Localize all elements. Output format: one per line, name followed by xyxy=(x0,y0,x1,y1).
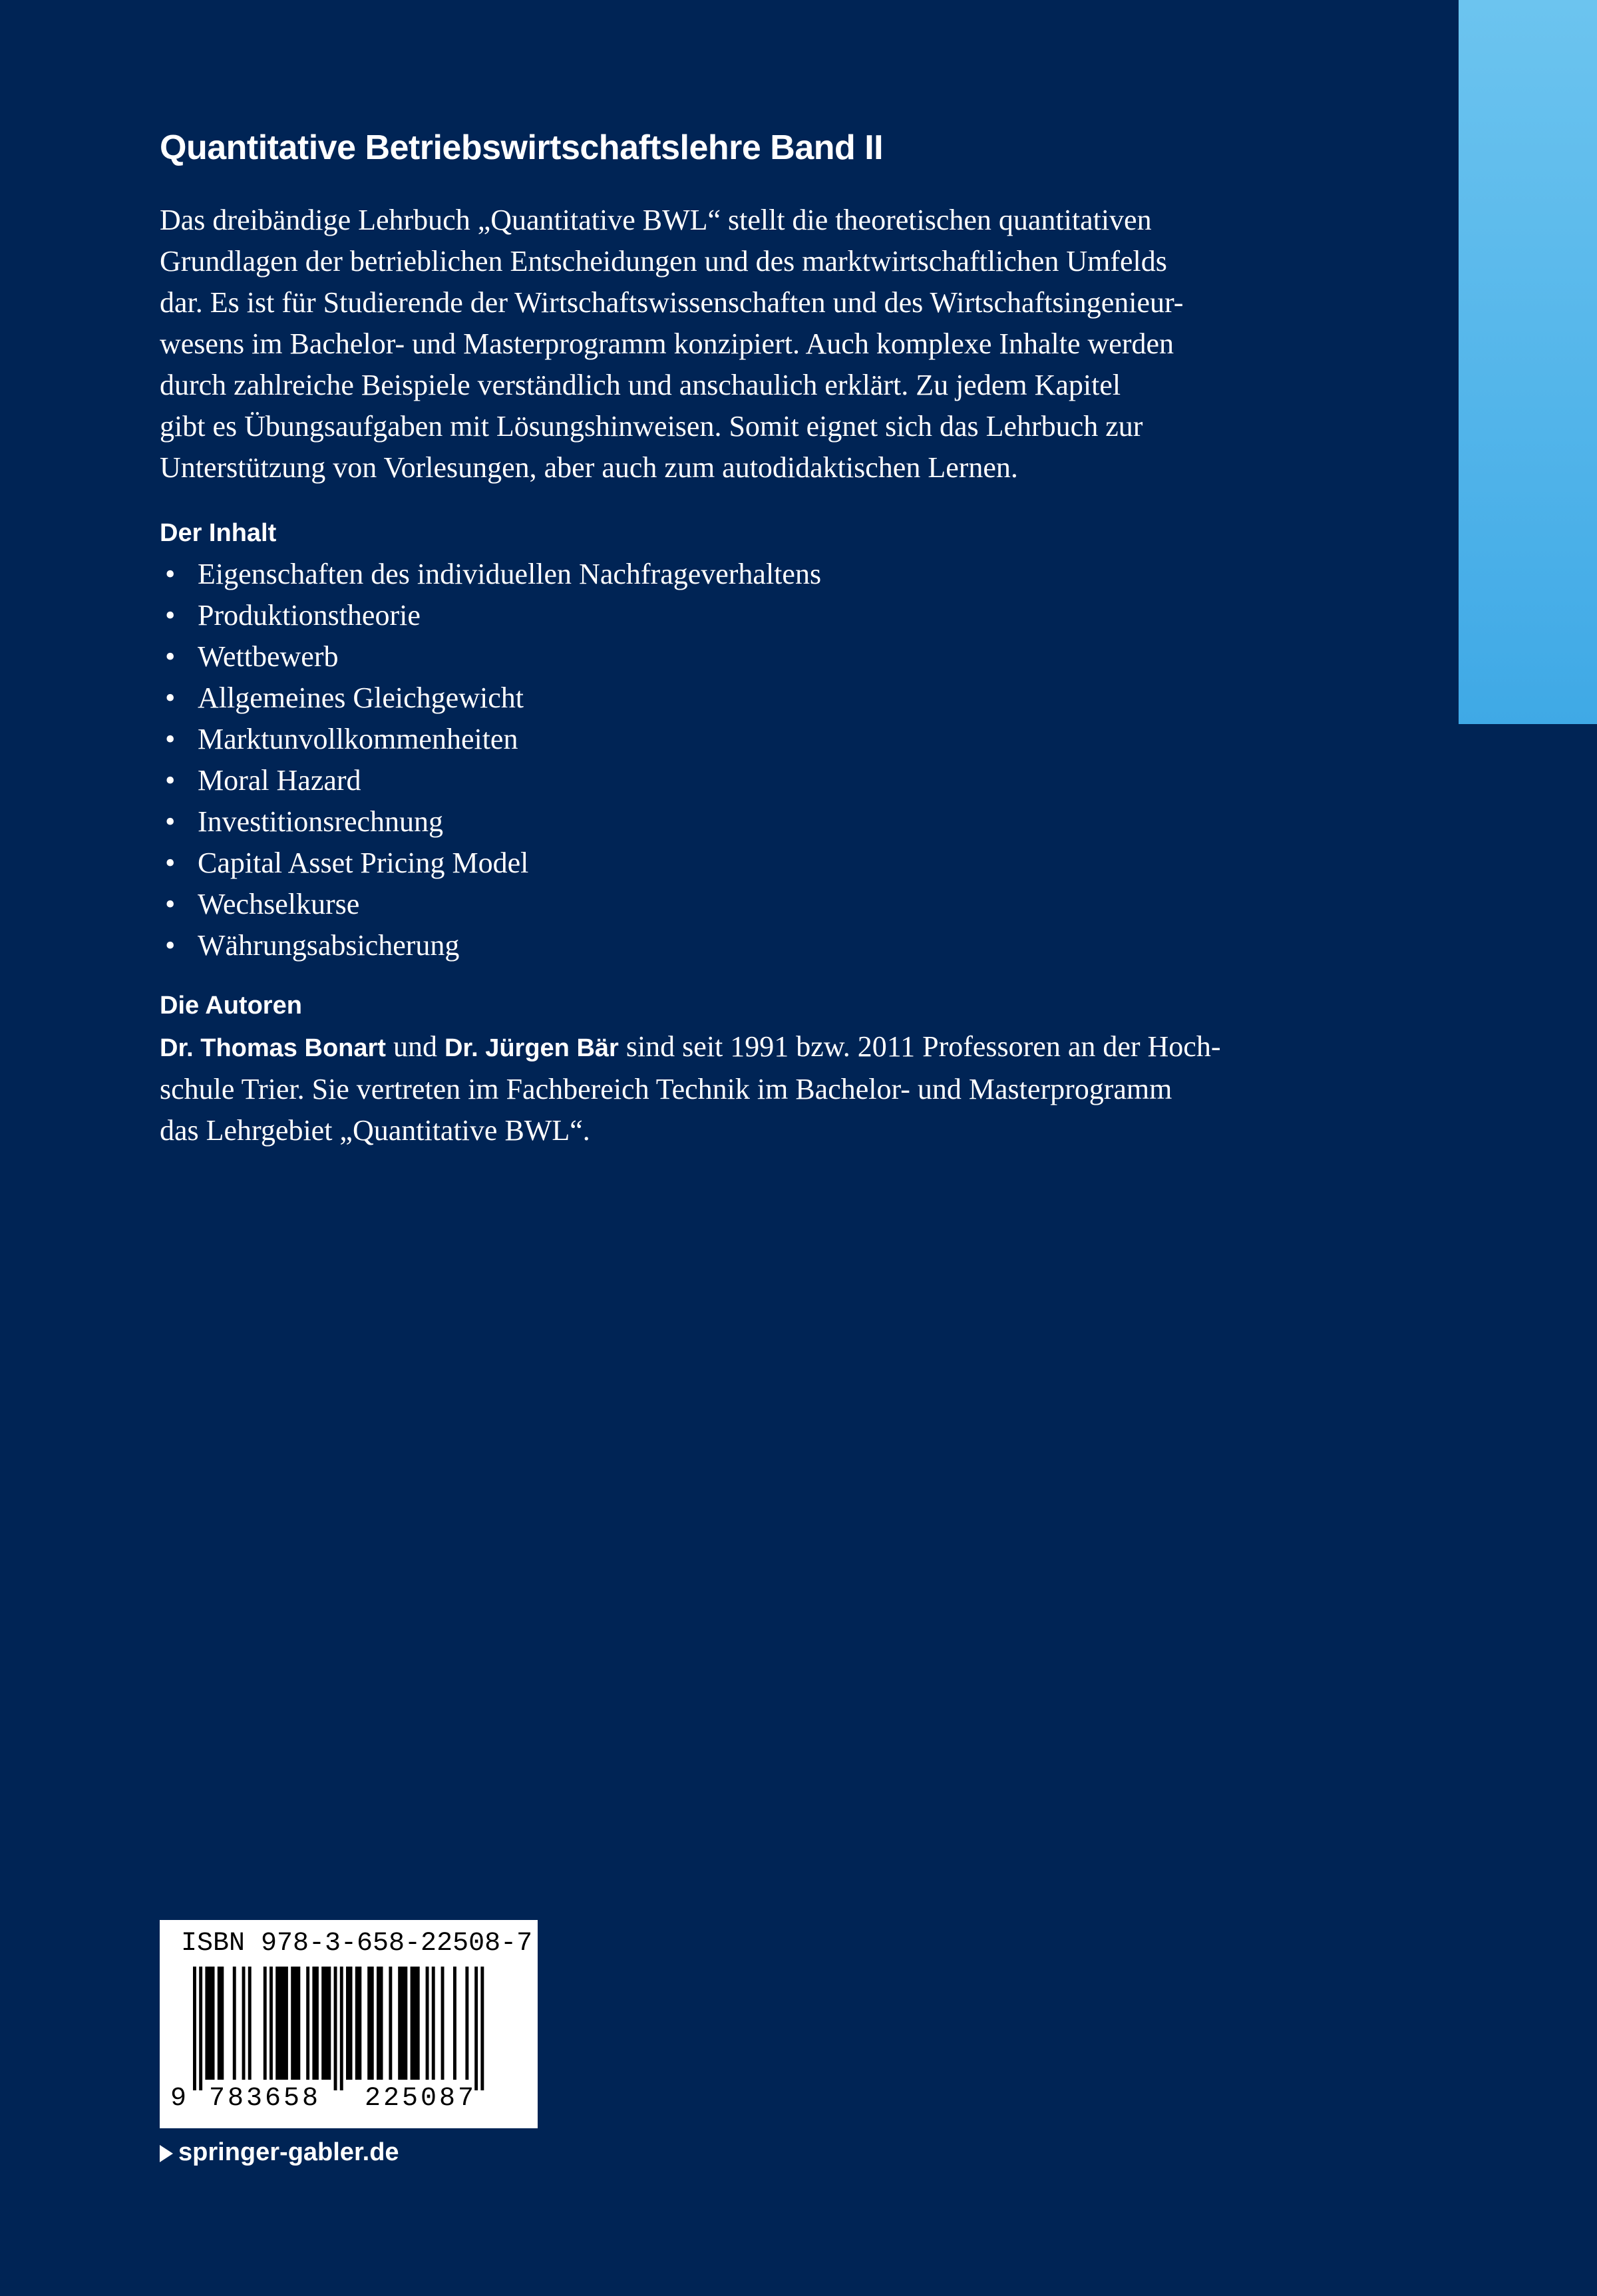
bullet-icon: • xyxy=(165,847,176,879)
intro-line: Das dreibändige Lehrbuch „Quantitative BWL“ stellt die theoretischen quantitativen xyxy=(160,204,1152,236)
authors-line: das Lehrgebiet „Quantitative BWL“. xyxy=(160,1114,590,1147)
contents-item-label: Wettbewerb xyxy=(198,640,339,673)
barcode-bar xyxy=(358,1967,361,2080)
barcode-bar xyxy=(441,1967,444,2080)
contents-item xyxy=(160,801,1331,843)
barcode-bar xyxy=(367,1967,371,2080)
bullet-icon: • xyxy=(165,929,176,962)
intro-paragraph xyxy=(160,200,1331,488)
barcode-bar xyxy=(212,1967,215,2080)
barcode-bar xyxy=(248,1967,252,2080)
barcode-bar xyxy=(404,1967,407,2080)
isbn-barcode-box xyxy=(160,1920,538,2128)
barcode-bar xyxy=(340,1967,343,2090)
barcode-bar xyxy=(325,1967,328,2080)
authors-joiner: und xyxy=(385,1030,444,1063)
barcode-bar xyxy=(312,1967,315,2080)
barcode-bar xyxy=(411,1967,414,2080)
barcode-bar xyxy=(291,1967,294,2080)
intro-line: Grundlagen der betrieblichen Entscheidungen und des marktwirtschaftlichen Umfelds xyxy=(160,245,1167,278)
contents-item-label: Währungsabsicherung xyxy=(198,929,460,962)
authors-line xyxy=(160,1026,1331,1069)
contents-item-label: Capital Asset Pricing Model xyxy=(198,847,529,879)
bullet-icon: • xyxy=(165,723,176,755)
barcode-bar xyxy=(377,1967,380,2080)
intro-line: wesens im Bachelor- und Masterprogramm konzipiert. Auch komplexe Inhalte werden xyxy=(160,327,1174,360)
barcode-bar xyxy=(426,1967,429,2080)
bullet-icon: • xyxy=(165,558,176,590)
barcode-bar xyxy=(297,1967,300,2080)
author-name: Dr. Thomas Bonart xyxy=(160,1034,386,1062)
barcode-bar xyxy=(218,1967,221,2080)
book-title: Quantitative Betriebswirtschaftslehre Band II xyxy=(160,128,884,167)
bullet-icon: • xyxy=(165,888,176,920)
bullet-icon: • xyxy=(165,764,176,797)
barcode-bar xyxy=(279,1967,282,2080)
barcode-bar xyxy=(220,1967,224,2080)
barcode-bar xyxy=(371,1967,374,2080)
barcode-bar xyxy=(306,1967,309,2080)
barcode-bar xyxy=(413,1967,417,2080)
accent-bar xyxy=(1459,0,1597,724)
barcode-bar xyxy=(321,1967,325,2080)
contents-list xyxy=(160,554,1331,966)
barcode-bar xyxy=(327,1967,331,2080)
barcode-bar xyxy=(389,1967,392,2080)
back-cover-content xyxy=(160,121,1331,1151)
bullet-icon: • xyxy=(165,599,176,632)
barcode-graphic xyxy=(173,1967,524,2093)
intro-line: gibt es Übungsaufgaben mit Lösungshinweisen. Somit eignet sich das Lehrbuch zur xyxy=(160,410,1143,443)
contents-item-label: Marktunvollkommenheiten xyxy=(198,723,518,755)
arrow-right-icon xyxy=(160,2145,173,2162)
barcode-bar xyxy=(355,1967,359,2080)
barcode-bar xyxy=(205,1967,208,2080)
contents-item xyxy=(160,719,1331,760)
contents-item xyxy=(160,925,1331,966)
contents-item xyxy=(160,636,1331,677)
barcode-bar xyxy=(294,1967,297,2080)
intro-line: durch zahlreiche Beispiele verständlich und anschaulich erklärt. Zu jedem Kapitel xyxy=(160,369,1121,401)
barcode-bar xyxy=(346,1967,349,2080)
contents-item-label: Eigenschaften des individuellen Nachfrageverhaltens xyxy=(198,558,822,590)
barcode-bar xyxy=(264,1967,267,2080)
contents-item xyxy=(160,677,1331,719)
barcode-bar xyxy=(453,1967,456,2080)
barcode-bar xyxy=(233,1967,236,2080)
contents-item-label: Moral Hazard xyxy=(198,764,361,797)
author-name: Dr. Jürgen Bär xyxy=(444,1034,619,1062)
contents-item xyxy=(160,554,1331,595)
barcode-bar xyxy=(417,1967,420,2080)
barcode-bar xyxy=(285,1967,288,2080)
barcode-bar xyxy=(242,1967,246,2080)
contents-item-label: Allgemeines Gleichgewicht xyxy=(198,681,524,714)
authors-paragraph xyxy=(160,1026,1331,1151)
bullet-icon: • xyxy=(165,640,176,673)
authors-text: sind seit 1991 bzw. 2011 Professoren an der Hoch- xyxy=(618,1030,1221,1063)
barcode-bar xyxy=(275,1967,279,2080)
authors-heading: Die Autoren xyxy=(160,992,302,1020)
intro-line: dar. Es ist für Studierende der Wirtschaftswissenschaften und des Wirtschaftsingenieur- xyxy=(160,286,1184,319)
contents-item-label: Wechselkurse xyxy=(198,888,360,920)
ean-left-group: 783658 xyxy=(209,2084,321,2114)
barcode-bar xyxy=(193,1967,196,2090)
contents-item xyxy=(160,595,1331,636)
bullet-icon: • xyxy=(165,681,176,714)
barcode-bar xyxy=(334,1967,337,2090)
barcode-bar xyxy=(208,1967,212,2080)
intro-line: Unterstützung von Vorlesungen, aber auch zum autodidaktischen Lernen. xyxy=(160,451,1018,484)
authors-line: schule Trier. Sie vertreten im Fachbereich Technik im Bachelor- und Masterprogramm xyxy=(160,1073,1172,1105)
barcode-bar xyxy=(432,1967,435,2080)
barcode-bar xyxy=(281,1967,285,2080)
website-label: springer-gabler.de xyxy=(178,2138,399,2166)
ean-right-group: 225087 xyxy=(365,2084,477,2114)
barcode-bar xyxy=(380,1967,383,2080)
bullet-icon: • xyxy=(165,805,176,838)
barcode-bar xyxy=(199,1967,202,2090)
barcode-bar xyxy=(269,1967,273,2080)
contents-heading: Der Inhalt xyxy=(160,519,277,547)
contents-item-label: Investitionsrechnung xyxy=(198,805,444,838)
barcode-bar xyxy=(474,1967,478,2090)
barcode-bar xyxy=(398,1967,401,2080)
contents-item xyxy=(160,843,1331,884)
barcode-bar xyxy=(480,1967,484,2090)
barcode-bar xyxy=(315,1967,319,2080)
ean-first-digit: 9 xyxy=(170,2084,187,2114)
publisher-website[interactable] xyxy=(160,2132,399,2172)
barcode-bar xyxy=(401,1967,405,2080)
isbn-label: ISBN 978-3-658-22508-7 xyxy=(181,1929,533,1959)
contents-item xyxy=(160,884,1331,925)
contents-item xyxy=(160,760,1331,801)
barcode-bar xyxy=(349,1967,353,2080)
barcode-bar xyxy=(465,1967,468,2080)
contents-item-label: Produktionstheorie xyxy=(198,599,421,632)
